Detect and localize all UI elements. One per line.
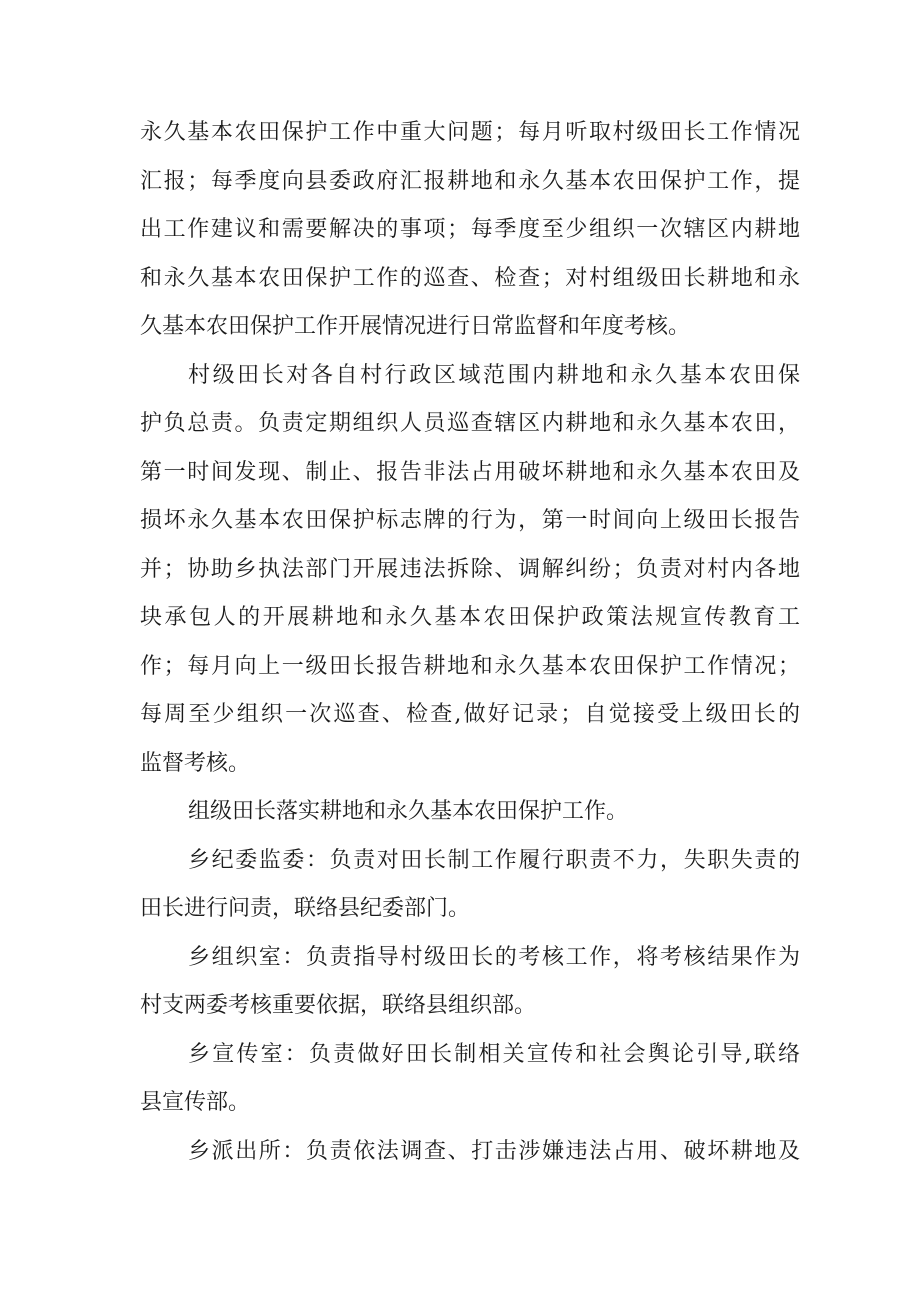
text-line: 损坏永久基本农田保护标志牌的行为，第一时间向上级田长报告: [140, 508, 800, 533]
document-body: [140, 109, 800, 1176]
text-line: 第一时间发现、制止、报告非法占用破坏耕地和永久基本农田及: [140, 459, 800, 485]
text-line: 永久基本农田保护工作中重大问题；每月听取村级田长工作情况: [140, 120, 800, 145]
paragraph-4: [140, 837, 800, 934]
paragraph-6: [140, 1031, 800, 1128]
text-line: 乡组织室：负责指导村级田长的考核工作，将考核结果作为: [188, 944, 800, 970]
text-line: 每周至少组织一次巡查、检查,做好记录；自觉接受上级田长的: [140, 702, 800, 727]
paragraph-5: [140, 934, 800, 1031]
text-line: 护负总责。负责定期组织人员巡查辖区内耕地和永久基本农田，: [140, 411, 800, 436]
text-line: 监督考核。: [140, 750, 251, 776]
text-line: 块承包人的开展耕地和永久基本农田保护政策法规宣传教育工: [140, 605, 800, 630]
paragraph-2: [140, 352, 800, 789]
text-line: 乡派出所：负责依法调查、打击涉嫌违法占用、破坏耕地及: [188, 1138, 800, 1164]
text-line: 田长进行问责，联络县纪委部门。: [140, 896, 471, 921]
text-line: 久基本农田保护工作开展情况进行日常监督和年度考核。: [140, 314, 691, 339]
text-line: 汇报；每季度向县委政府汇报耕地和永久基本农田保护工作，提: [140, 168, 800, 194]
text-line: 县宣传部。: [140, 1090, 251, 1115]
text-line: 乡宣传室：负责做好田长制相关宣传和社会舆论引导,联络: [188, 1041, 800, 1067]
text-line: 乡纪委监委：负责对田长制工作履行职责不力，失职失责的: [188, 847, 800, 873]
paragraph-1: [140, 109, 800, 352]
text-line: 和永久基本农田保护工作的巡查、检查；对村组级田长耕地和永: [140, 265, 800, 291]
text-line: 村级田长对各自村行政区域范围内耕地和永久基本农田保: [188, 362, 800, 388]
paragraph-3: [140, 788, 800, 837]
text-line: 作；每月向上一级田长报告耕地和永久基本农田保护工作情况；: [140, 653, 800, 679]
text-line: 并；协助乡执法部门开展违法拆除、调解纠纷；负责对村内各地: [140, 556, 800, 582]
text-line: 组级田长落实耕地和永久基本农田保护工作。: [188, 799, 629, 824]
text-line: 出工作建议和需要解决的事项；每季度至少组织一次辖区内耕地: [140, 217, 800, 242]
paragraph-7: [140, 1128, 800, 1177]
text-line: 村支两委考核重要依据，联络县组织部。: [140, 993, 537, 1018]
